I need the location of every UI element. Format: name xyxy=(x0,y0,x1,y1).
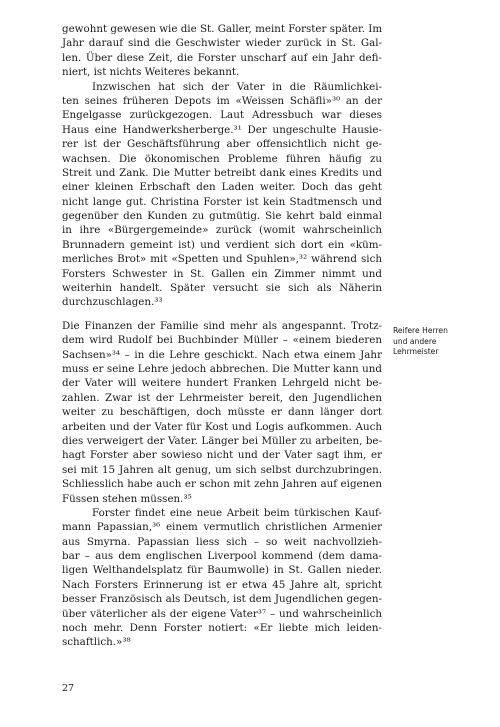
text-line: arbeiten und der Vater für Kost und Logis aufkommen. Auch xyxy=(62,420,382,433)
paragraph-4 xyxy=(62,506,382,650)
text-line: gewohnt gewesen wie die St. Galler, meint Forster später. Im xyxy=(62,23,383,35)
text-line: Sachsen»³⁴ – in die Lehre geschickt. Nach etwa einem Jahr xyxy=(62,348,382,361)
text-line: besser Französisch als Deutsch, ist dem Jugendlichen gegen- xyxy=(62,593,382,606)
text-line: ten seines früheren Depots im «Weissen Schäfli»³⁰ an der xyxy=(62,94,382,107)
text-line: Schliesslich habe auch er schon mit zehn Jahren auf eigenen xyxy=(62,478,382,491)
text-line: Forsters Schwester in St. Gallen ein Zimmer nimmt und xyxy=(62,267,382,280)
text-line: bar – aus dem englischen Liverpool kommend (dem dama- xyxy=(62,550,382,563)
text-line: mann Papassian,³⁶ einem vermutlich christlichen Armenier xyxy=(62,521,382,534)
text-line: dem wird Rudolf bei Buchbinder Müller – «einem biederen xyxy=(62,334,382,347)
page-number: 27 xyxy=(62,683,75,694)
text-line: in ihre «Bürgergemeinde» zurück (womit wahrscheinlich xyxy=(62,224,382,237)
text-line: Füssen stehen müssen.³⁵ xyxy=(62,492,192,505)
text-line: Inzwischen hat sich der Vater in die Räumlichkei- xyxy=(92,80,382,93)
text-line: Die Finanzen der Familie sind mehr als angespannt. Trotz- xyxy=(62,319,382,332)
text-line: Nach Forsters Erinnerung ist er etwa 45 Jahre alt, spricht xyxy=(62,578,382,591)
text-line: schaftlich.»³⁸ xyxy=(62,636,131,649)
text-line: dies verweigert der Vater. Länger bei Müller zu arbeiten, be- xyxy=(62,434,382,447)
text-line: merliches Brot» mit «Spetten und Spuhlen»,³² während sich xyxy=(62,253,382,266)
margin-note-line: und andere xyxy=(393,336,437,346)
text-line: nicht lange gut. Christina Forster ist kein Stadtmensch und xyxy=(62,195,382,208)
text-line: muss er seine Lehre jedoch abbrechen. Die Mutter kann und xyxy=(62,362,382,375)
margin-note-line: Reifere Herren xyxy=(393,326,448,335)
text-line: ligen Welthandelsplatz für Baumwolle) in St. Gallen nieder. xyxy=(62,564,382,577)
text-line: Jahr darauf sind die Geschwister wieder zurück in St. Gal- xyxy=(62,37,382,50)
text-line: Haus eine Handwerksherberge.³¹ Der ungeschulte Hausie- xyxy=(62,123,382,136)
margin-note xyxy=(393,326,483,358)
text-line: sei mit 15 Jahren alt genug, um sich selbst durchzubringen. xyxy=(62,463,382,476)
text-line: rer ist der Geschäftsführung aber offensichtlich nicht ge- xyxy=(62,138,382,151)
text-line: niert, ist nichts Weiteres bekannt. xyxy=(62,66,240,79)
text-line: über väterlicher als der eigene Vater³⁷ – und wahrscheinlich xyxy=(62,607,382,620)
text-line: gegenüber den Kunden zu gutmütig. Sie kehrt bald einmal xyxy=(62,210,382,223)
main-text-column xyxy=(62,22,382,650)
paragraph-3 xyxy=(62,319,382,506)
text-line: weiterhin handelt. Später versucht sie sich als Näherin xyxy=(62,282,382,295)
text-line: weiter zu beschäftigen, doch müsste er dann länger dort xyxy=(62,406,382,419)
text-line: Forster findet eine neue Arbeit beim türkischen Kauf- xyxy=(92,506,382,519)
text-line: durchzuschlagen.³³ xyxy=(62,296,163,309)
text-line: hagt Forster aber sowieso nicht und der Vater sagt ihm, er xyxy=(62,449,382,462)
text-line: noch mehr. Denn Forster notiert: «Er liebte mich leiden- xyxy=(62,622,382,635)
text-line: Engelgasse zurückgezogen. Laut Adressbuch war dieses xyxy=(62,109,382,122)
text-line: Streit und Zank. Die Mutter betreibt dank eines Kredits und xyxy=(62,166,382,179)
text-line: zahlen. Zwar ist der Lehrmeister bereit, den Jugendlichen xyxy=(62,391,382,404)
paragraph-1 xyxy=(62,22,382,80)
text-line: einer kleinen Erbschaft den Laden weiter. Doch das geht xyxy=(62,181,382,194)
paragraph-2 xyxy=(62,80,382,310)
text-line: len. Über diese Zeit, die Forster unscharf auf ein Jahr defi- xyxy=(62,51,382,64)
text-line: der Vater will weitere hundert Franken Lehrgeld nicht be- xyxy=(62,377,382,390)
text-line: aus Smyrna. Papassian liess sich – so weit nachvollzieh- xyxy=(62,535,382,548)
margin-note-line: Lehrmeister xyxy=(393,347,439,357)
text-line: Brunnadern gemeint ist) und verdient sich dort ein «küm- xyxy=(62,238,382,251)
text-line: wachsen. Die ökonomischen Probleme führen häufig zu xyxy=(62,152,382,165)
